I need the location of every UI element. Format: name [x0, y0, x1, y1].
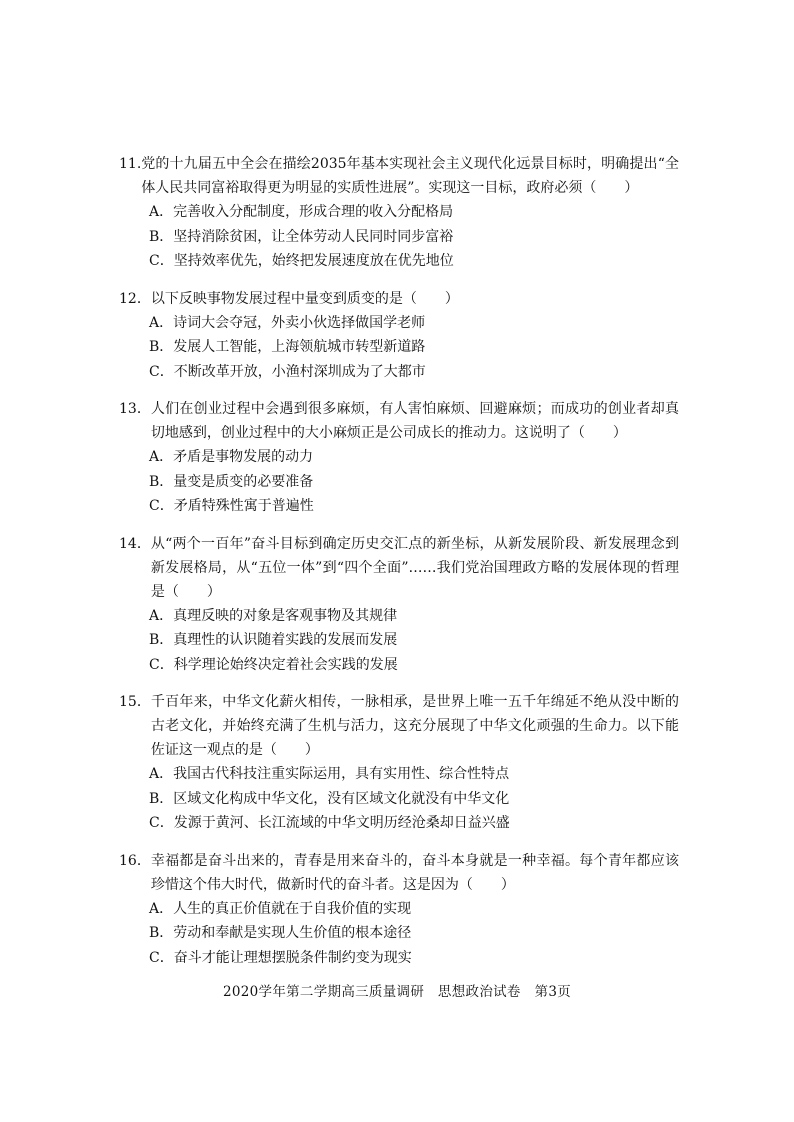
option-c	[149, 360, 679, 385]
option-list	[119, 311, 679, 385]
question-stem	[119, 152, 679, 200]
option-list	[119, 762, 679, 836]
question-stem	[119, 287, 679, 311]
question-text: 党的十九届五中全会在描绘2035年基本实现社会主义现代化远景目标时，明确提出“全体人民共同富裕取得更为明显的实质性进展”。实现这一目标，政府必须（ ）	[141, 156, 679, 196]
question-15	[119, 690, 679, 836]
option-letter: C．	[149, 498, 174, 514]
question-16	[119, 849, 679, 971]
option-c	[149, 653, 679, 678]
option-text: 人生的真正价值就在于自我价值的实现	[173, 900, 412, 917]
question-text: 从“两个一百年”奋斗目标到确定历史交汇点的新坐标，从新发展阶段、新发展理念到新发展格局，从“五位一体”到“四个全面”……我们党治国理政方略的发展体现的哲理是（ ）	[150, 535, 679, 600]
option-text: 奋斗才能让理想摆脱条件制约变为现实	[173, 949, 412, 966]
option-text: 真理反映的对象是客观事物及其规律	[173, 607, 398, 624]
option-letter: A．	[149, 766, 174, 782]
question-stem	[119, 532, 679, 604]
question-text: 人们在创业过程中会遇到很多麻烦，有人害怕麻烦、回避麻烦；而成功的创业者却真切地感到，创业过程中的大小麻烦正是公司成长的推动力。这说明了（ ）	[150, 401, 679, 441]
option-b	[149, 628, 679, 653]
option-letter: A．	[149, 314, 174, 331]
option-text: 矛盾特殊性寓于普遍性	[173, 498, 314, 514]
option-letter: C．	[149, 815, 174, 831]
option-b	[149, 225, 679, 250]
option-letter: A．	[149, 449, 174, 465]
option-letter: B．	[149, 473, 174, 490]
question-number: 14．	[119, 535, 151, 552]
question-text: 千百年来，中华文化薪火相传，一脉相承，是世界上唯一五千年绵延不绝从没中断的古老文化，并始终充满了生机与活力，这充分展现了中华文化顽强的生命力。以下能佐证这一观点的是（ ）	[150, 694, 679, 758]
option-b	[149, 335, 679, 360]
question-number: 13．	[119, 401, 151, 417]
question-12	[119, 287, 679, 385]
question-number: 11.	[119, 156, 142, 172]
option-text: 发展人工智能，上海领航城市转型新道路	[173, 339, 426, 355]
question-number: 12．	[119, 290, 151, 307]
option-text: 诗词大会夺冠，外卖小伙选择做国学老师	[173, 314, 426, 331]
option-text: 真理性的认识随着实践的发展而发展	[173, 632, 398, 648]
option-c	[149, 946, 679, 971]
option-letter: B．	[149, 790, 174, 807]
option-a	[149, 897, 679, 922]
option-b	[149, 921, 679, 946]
question-number: 15．	[119, 694, 151, 710]
question-number: 16．	[119, 852, 151, 869]
option-text: 矛盾是事物发展的动力	[173, 449, 314, 465]
option-letter: A．	[149, 607, 174, 624]
option-letter: C．	[149, 253, 174, 269]
option-list	[119, 200, 679, 274]
option-letter: C．	[149, 949, 174, 966]
question-text: 以下反映事物发展过程中量变到质变的是（ ）	[150, 290, 459, 307]
option-b	[149, 787, 679, 812]
option-text: 科学理论始终决定着社会实践的发展	[173, 656, 398, 673]
option-list	[119, 897, 679, 971]
option-letter: A．	[149, 204, 174, 220]
option-letter: B．	[149, 632, 174, 648]
option-c	[149, 811, 679, 836]
option-a	[149, 604, 679, 629]
question-list	[119, 152, 679, 983]
option-text: 劳动和奉献是实现人生价值的根本途径	[173, 925, 412, 941]
question-stem	[119, 849, 679, 897]
option-text: 坚持效率优先，始终把发展速度放在优先地位	[173, 253, 454, 269]
option-text: 坚持消除贫困，让全体劳动人民同时同步富裕	[173, 228, 454, 245]
option-letter: A．	[149, 900, 174, 917]
question-stem	[119, 397, 679, 445]
question-text: 幸福都是奋斗出来的，青春是用来奋斗的，奋斗本身就是一种幸福。每个青年都应该珍惜这个伟大时代，做新时代的奋斗者。这是因为（ ）	[150, 852, 679, 893]
option-a	[149, 762, 679, 787]
page-footer: 2020学年第二学期高三质量调研 思想政治试卷 第3页	[222, 984, 572, 1000]
option-list	[119, 604, 679, 678]
option-a	[149, 445, 679, 470]
option-c	[149, 249, 679, 274]
option-text: 量变是质变的必要准备	[173, 473, 314, 490]
option-text: 区域文化构成中华文化，没有区域文化就没有中华文化	[173, 790, 510, 807]
option-letter: B．	[149, 228, 174, 245]
option-text: 完善收入分配制度，形成合理的收入分配格局	[173, 204, 454, 220]
option-text: 不断改革开放，小渔村深圳成为了大都市	[173, 363, 426, 380]
option-letter: B．	[149, 339, 174, 355]
option-text: 发源于黄河、长江流域的中华文明历经沧桑却日益兴盛	[173, 815, 510, 831]
option-letter: B．	[149, 925, 174, 941]
question-stem	[119, 690, 679, 762]
question-13	[119, 397, 679, 519]
option-list	[119, 445, 679, 519]
option-c	[149, 494, 679, 519]
option-b	[149, 470, 679, 495]
question-11	[119, 152, 679, 274]
option-letter: C．	[149, 656, 174, 673]
option-a	[149, 200, 679, 225]
question-14	[119, 532, 679, 678]
option-text: 我国古代科技注重实际运用，具有实用性、综合性特点	[173, 766, 510, 782]
option-a	[149, 311, 679, 336]
option-letter: C．	[149, 363, 174, 380]
